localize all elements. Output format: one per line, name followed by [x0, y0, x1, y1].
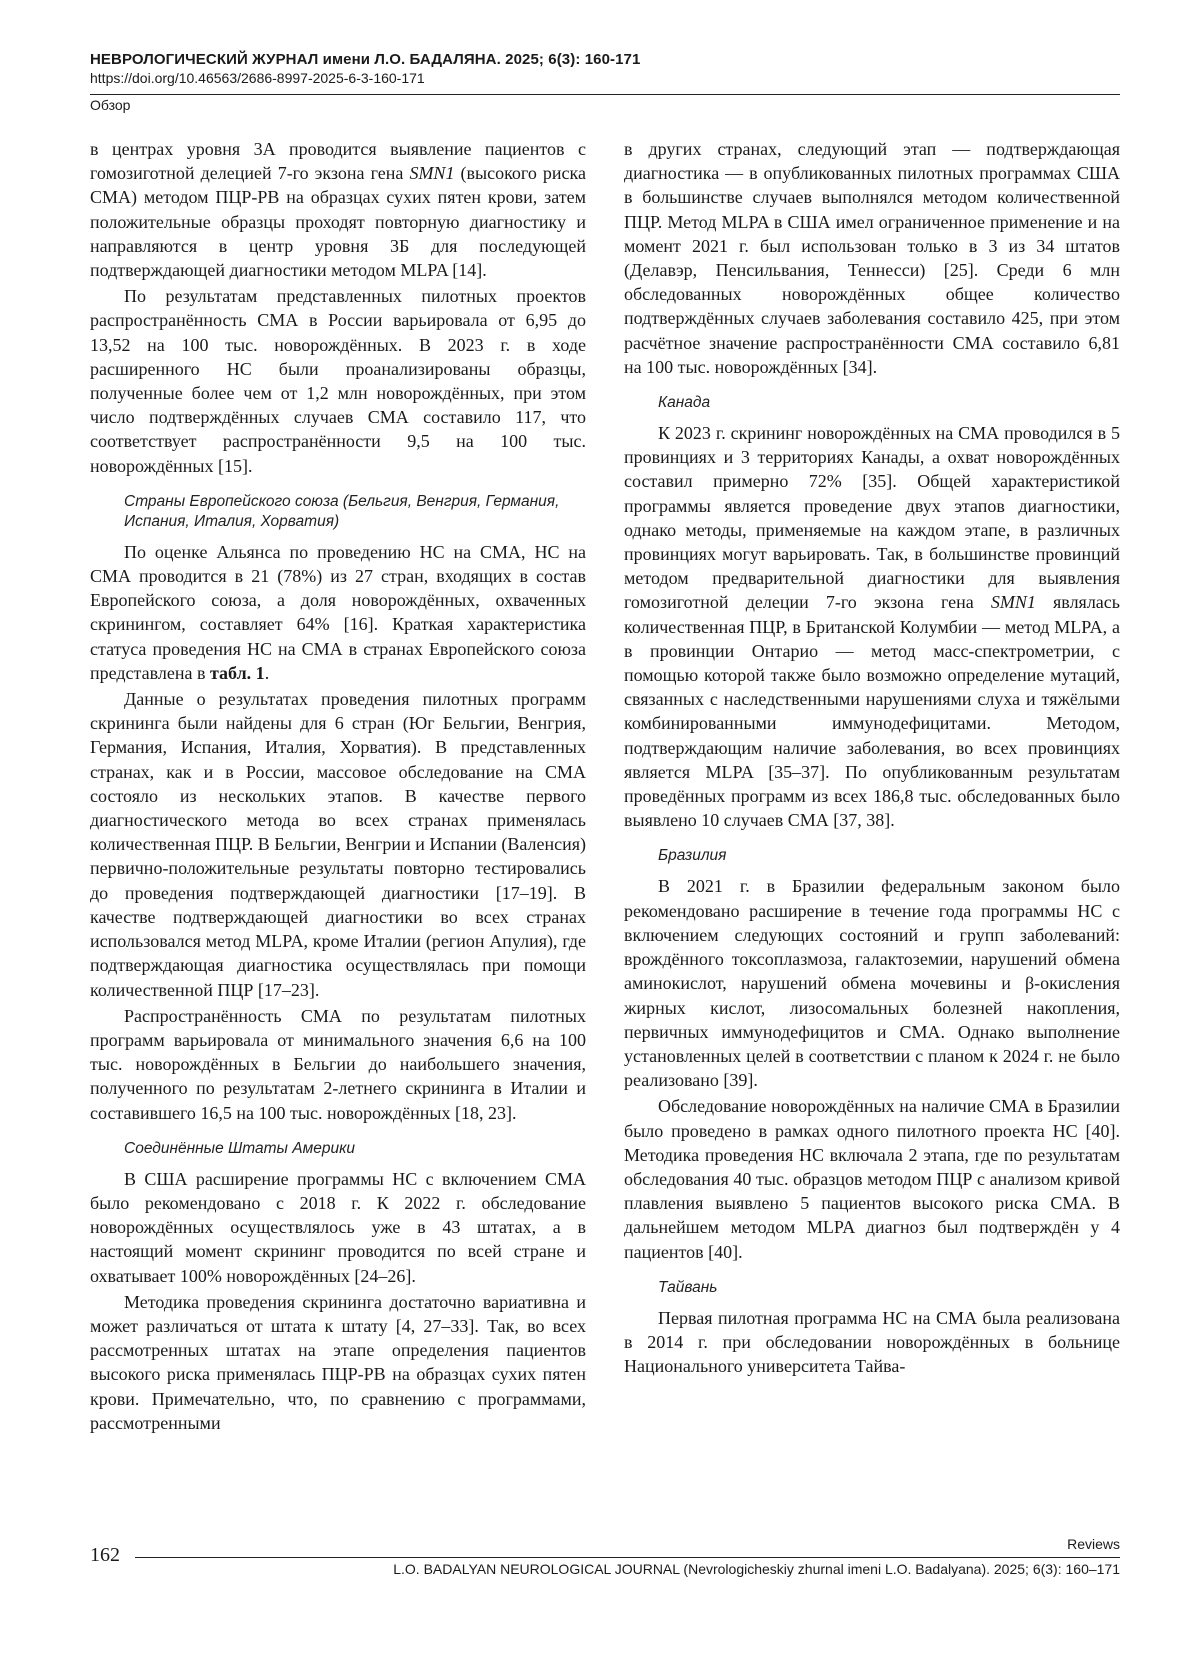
header-rule — [90, 94, 1120, 95]
page-header — [90, 50, 1120, 87]
paragraph: К 2023 г. скрининг новорождённых на СМА проводился в 5 провинциях и 3 территориях Канады, а охват новорождённых составил примерно 72% [35]. Общей характеристикой программы является проведение двух этапов диагностики, однако методы, применяемые на каждом этапе, в различных провинциях могут варьировать. Так, в большинстве провинций методом предварительной диагностики для выявления гомозиготной делеции 7-го экзона гена SMN1 являлась количественная ПЦР, в Британской Колумбии — метод MLPA, а в провинции Онтарио — метод масс-спектрометрии, с помощью которой также было возможно определение мутаций, связанных с наследственными нарушениями слуха и тяжёлыми комбинированными иммунодефицитами. Методом, подтверждающим наличие заболевания, во всех провинциях является MLPA [35–37]. По опубликованным результатам проведённых программ из всех 186,8 тыс. обследованных было выявлено 10 случаев СМА [37, 38]. — [624, 423, 1120, 831]
paragraph: Первая пилотная программа НС на СМА была реализована в 2014 г. при обследовании новорождённых в больнице Национального университета Тайва- — [624, 1307, 1120, 1377]
paragraph: Распространённость СМА по результатам пилотных программ варьировала от минимального значения 6,6 на 100 тыс. новорождённых в Бельгии до наибольшего значения, полученного по результатам 2-летнего скрининга в Италии и составившего 16,5 на 100 тыс. новорождённых [18, 23]. — [90, 1005, 586, 1123]
subheading-usa: Соединённые Штаты Америки — [124, 1139, 356, 1157]
paragraph: По оценке Альянса по проведению НС на СМА, НС на СМА проводится в 21 (78%) из 27 стран, входящих в состав Европейского союза, а доля новорождённых, охваченных скринингом, составляет 64% [16]. Краткая характеристика статуса проведения НС на СМА в странах Европейского союза представлена в табл. 1. — [90, 541, 586, 683]
subheading-canada: Канада — [658, 394, 711, 412]
right-column — [624, 137, 1120, 1378]
journal-title: НЕВРОЛОГИЧЕСКИЙ ЖУРНАЛ имени Л.О. БАДАЛЯНА. 2025; 6(3): 160-171 — [90, 51, 641, 68]
paragraph: в других странах, следующий этап — подтверждающая диагностика — в опубликованных пилотных программах США в большинстве случаев выполнялся методом количественной ПЦР. Метод MLPA в США имел ограниченное применение и на момент 2021 г. был использован только в 3 из 34 штатов (Делавэр, Пенсильвания, Теннесси) [25]. Среди 6 млн обследованных новорождённых общее количество подтверждённых случаев заболевания составило 425, при этом расчётное значение распространённости СМА составило 6,81 на 100 тыс. новорождённых [34]. — [624, 139, 1120, 377]
subheading-taiwan: Тайвань — [658, 1278, 718, 1296]
footer-journal: L.O. BADALYAN NEUROLOGICAL JOURNAL (Nevrologicheskiy zhurnal imeni L.O. Badalyana). 2025; 6(3): 160–171 — [393, 1561, 1120, 1577]
paragraph: В США расширение программы НС с включением СМА было рекомендовано с 2018 г. К 2022 г. обследование новорождённых осуществлялось уже в 43 штатах, а в настоящий момент скрининг проводится по всей стране и охватывает 100% новорождённых [24–26]. — [90, 1168, 586, 1286]
paragraph: В 2021 г. в Бразилии федеральным законом было рекомендовано расширение в течение года программы НС с включением следующих состояний и групп заболеваний: врождённого токсоплазмоза, галактоземии, нарушений обмена аминокислот, нарушений обмена мочевины и β-окисления жирных кислот, лизосомальных болезней накопления, первичных иммунодефицитов и СМА. Однако выполнение установленных целей в соответствии с планом к 2024 г. не было реализовано [39]. — [624, 876, 1120, 1091]
subheading-eu: Страны Европейского союза (Бельгия, Венгрия, Германия, Испания, Италия, Хорватия) — [124, 492, 560, 530]
page-number: 162 — [90, 1544, 120, 1566]
table-reference[interactable]: табл. 1 — [209, 662, 265, 683]
paragraph: в центрах уровня 3А проводится выявление пациентов с гомозиготной делецией 7-го экзона гена SMN1 (высокого риска СМА) методом ПЦР-РВ на образцах сухих пятен крови, затем положительные образцы проходят повторную диагностику и направляются в центр уровня 3Б для последующей подтверждающей диагностики методом MLPA [14]. — [90, 139, 586, 281]
paragraph: Обследование новорождённых на наличие СМА в Бразилии было проведено в рамках одного пилотного проекта НС [40]. Методика проведения НС включала 2 этапа, где по результатам обследования 40 тыс. образцов методом ПЦР с анализом кривой плавления выявлено 5 пациентов высокого риска СМА. В дальнейшем методом MLPA диагноз был подтверждён у 4 пациентов [40]. — [624, 1096, 1120, 1262]
section-label: Обзор — [90, 97, 131, 113]
subheading-brazil: Бразилия — [658, 847, 727, 865]
gene-name: SMN1 — [990, 592, 1036, 613]
left-column — [90, 137, 586, 1435]
gene-name: SMN1 — [409, 163, 455, 184]
doi-link[interactable]: https://doi.org/10.46563/2686-8997-2025-6-3-160-171 — [90, 70, 425, 86]
paragraph: Методика проведения скрининга достаточно вариативна и может различаться от штата к штату [4, 27–33]. Так, во всех рассмотренных штатах на этапе определения пациентов высокого риска применялась ПЦР-РВ на образцах сухих пятен крови. Примечательно, что, по сравнению с программами, рассмотренными — [90, 1291, 586, 1433]
paragraph: По результатам представленных пилотных проектов распространённость СМА в России варьировала от 6,95 до 13,52 на 100 тыс. новорождённых. В 2023 г. в ходе расширенного НС были проанализированы образцы, полученные более чем от 1,2 млн новорождённых, при этом число подтверждённых случаев СМА составило 117, что соответствует распространённости 9,5 на 100 тыс. новорождённых [15]. — [90, 286, 586, 476]
paragraph: Данные о результатах проведения пилотных программ скрининга были найдены для 6 стран (Юг Бельгии, Венгрия, Германия, Испания, Италия, Хорватия). В представленных странах, как и в России, массовое обследование на СМА состояло из нескольких этапов. В качестве первого диагностического метода во всех странах применялась количественная ПЦР. В Бельгии, Венгрии и Испании (Валенсия) первично-положительные результаты повторно тестировались до проведения подтверждающей диагностики [17–19]. В качестве подтверждающей диагностики во всех странах использовался метод MLPA, кроме Италии (регион Апулия), где подтверждающая диагностика осуществлялась при помощи количественной ПЦР [17–23]. — [90, 689, 586, 1000]
footer-rule — [135, 1557, 1120, 1558]
footer-section: Reviews — [1067, 1536, 1120, 1552]
